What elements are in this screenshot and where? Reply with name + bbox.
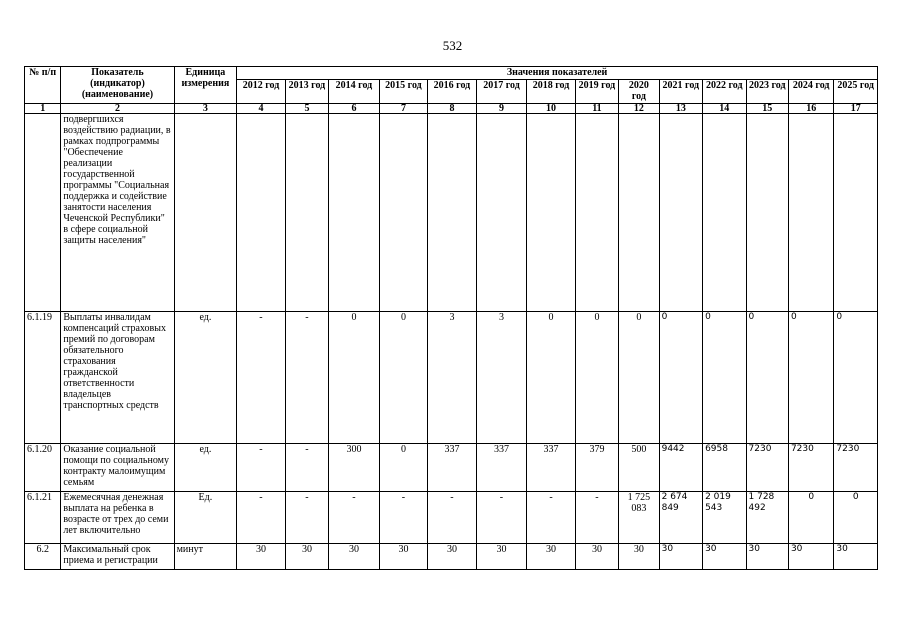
- cell-value: 30: [575, 544, 618, 570]
- cell-value: -: [237, 444, 286, 492]
- column-number: 10: [527, 104, 576, 114]
- cell-value: 0: [619, 312, 659, 444]
- column-number: 15: [746, 104, 788, 114]
- cell-value: 30: [428, 544, 477, 570]
- column-number: 17: [834, 104, 878, 114]
- row-unit: минут: [174, 544, 237, 570]
- cell-value: 2 019 543: [703, 492, 746, 544]
- cell-value: 0: [379, 444, 428, 492]
- cell-value: 30: [527, 544, 576, 570]
- cell-value: 337: [428, 444, 477, 492]
- cell-value: 0: [746, 312, 788, 444]
- header-year: 2025 год: [834, 80, 878, 104]
- cell-value: 0: [659, 312, 702, 444]
- cell-value: 30: [746, 544, 788, 570]
- cell-value: -: [379, 492, 428, 544]
- column-number: 6: [329, 104, 380, 114]
- cell-value: 0: [527, 312, 576, 444]
- column-number: 5: [285, 104, 328, 114]
- header-year: 2019 год: [575, 80, 618, 104]
- cell-value: -: [575, 492, 618, 544]
- cell-value: 3: [428, 312, 477, 444]
- row-unit: ед.: [174, 312, 237, 444]
- cell-value: -: [237, 312, 286, 444]
- header-year: 2016 год: [428, 80, 477, 104]
- column-number: 3: [174, 104, 237, 114]
- row-name: Максимальный срок приема и регистрации: [61, 544, 174, 570]
- cell-value: 9442: [659, 444, 702, 492]
- cell-value: 30: [237, 544, 286, 570]
- cell-value: 6958: [703, 444, 746, 492]
- column-number: 14: [703, 104, 746, 114]
- header-year: 2021 год: [659, 80, 702, 104]
- cell-value: 30: [659, 544, 702, 570]
- cell-value: -: [237, 492, 286, 544]
- table-row: [25, 444, 878, 492]
- row-name: подвергшихся воздействию радиации, в рамках подпрограммы "Обеспечение реализации государственной программы "Социальная поддержка и содействие занятости населения Чеченской Республики" в сфере социальной защиты населения": [61, 114, 174, 312]
- cell-value: 7230: [788, 444, 833, 492]
- table-row: [25, 312, 878, 444]
- cell-value: -: [285, 444, 328, 492]
- cell-value: 0: [834, 312, 878, 444]
- cell-value: 0: [703, 312, 746, 444]
- cell-value: -: [476, 492, 527, 544]
- row-code: 6.1.21: [25, 492, 61, 544]
- cell-value: 0: [379, 312, 428, 444]
- column-number: 4: [237, 104, 286, 114]
- header-values-group: Значения показателей: [237, 67, 878, 80]
- column-number: 12: [619, 104, 659, 114]
- cell-value: 300: [329, 444, 380, 492]
- row-code: 6.2: [25, 544, 61, 570]
- cell-value: 337: [527, 444, 576, 492]
- column-number: 9: [476, 104, 527, 114]
- row-name: Выплаты инвалидам компенсаций страховых премий по договорам обязательного страхования гражданской ответственности владельцев транспортных средств: [61, 312, 174, 444]
- cell-value: -: [527, 492, 576, 544]
- table-row: [25, 492, 878, 544]
- row-unit: [174, 114, 237, 312]
- cell-value: 379: [575, 444, 618, 492]
- column-number: 7: [379, 104, 428, 114]
- header-no: № п/п: [25, 67, 61, 104]
- cell-value: 3: [476, 312, 527, 444]
- header-year: 2018 год: [527, 80, 576, 104]
- column-number: 1: [25, 104, 61, 114]
- cell-value: 7230: [746, 444, 788, 492]
- column-number: 13: [659, 104, 702, 114]
- column-number: 8: [428, 104, 477, 114]
- cell-value: 337: [476, 444, 527, 492]
- cell-value: 1 725 083: [619, 492, 659, 544]
- column-number: 2: [61, 104, 174, 114]
- row-name: Оказание социальной помощи по социальному контракту малоимущим семьям: [61, 444, 174, 492]
- header-year: 2015 год: [379, 80, 428, 104]
- cell-value: 0: [329, 312, 380, 444]
- cell-value: 0: [788, 312, 833, 444]
- indicators-table: [24, 66, 878, 570]
- row-unit: Ед.: [174, 492, 237, 544]
- cell-value: 0: [788, 492, 833, 544]
- cell-value: 0: [575, 312, 618, 444]
- cell-value: -: [285, 492, 328, 544]
- header-year: 2020 год: [619, 80, 659, 104]
- row-code: 6.1.19: [25, 312, 61, 444]
- cell-value: 30: [619, 544, 659, 570]
- cell-value: 30: [703, 544, 746, 570]
- cell-value: 1 728 492: [746, 492, 788, 544]
- header-year: 2023 год: [746, 80, 788, 104]
- header-year: 2022 год: [703, 80, 746, 104]
- page-number: 532: [442, 38, 463, 53]
- header-year: 2012 год: [237, 80, 286, 104]
- row-code: 6.1.20: [25, 444, 61, 492]
- header-year: 2014 год: [329, 80, 380, 104]
- table-row: [25, 114, 878, 312]
- header-year: 2024 год: [788, 80, 833, 104]
- header-unit: Единица измерения: [174, 67, 237, 104]
- table-row: [25, 544, 878, 570]
- cell-value: 2 674 849: [659, 492, 702, 544]
- header-indicator: Показатель (индикатор) (наименование): [61, 67, 174, 104]
- cell-value: 7230: [834, 444, 878, 492]
- cell-value: 30: [834, 544, 878, 570]
- cell-value: -: [285, 312, 328, 444]
- cell-value: 30: [379, 544, 428, 570]
- header-year: 2017 год: [476, 80, 527, 104]
- cell-value: 500: [619, 444, 659, 492]
- cell-value: 30: [329, 544, 380, 570]
- cell-value: 0: [834, 492, 878, 544]
- row-unit: ед.: [174, 444, 237, 492]
- cell-value: -: [428, 492, 477, 544]
- cell-value: 30: [476, 544, 527, 570]
- column-number: 11: [575, 104, 618, 114]
- row-name: Ежемесячная денежная выплата на ребенка в возрасте от трех до семи лет включительно: [61, 492, 174, 544]
- cell-value: 30: [285, 544, 328, 570]
- cell-value: 30: [788, 544, 833, 570]
- row-code: [25, 114, 61, 312]
- header-year: 2013 год: [285, 80, 328, 104]
- cell-value: -: [329, 492, 380, 544]
- column-number: 16: [788, 104, 833, 114]
